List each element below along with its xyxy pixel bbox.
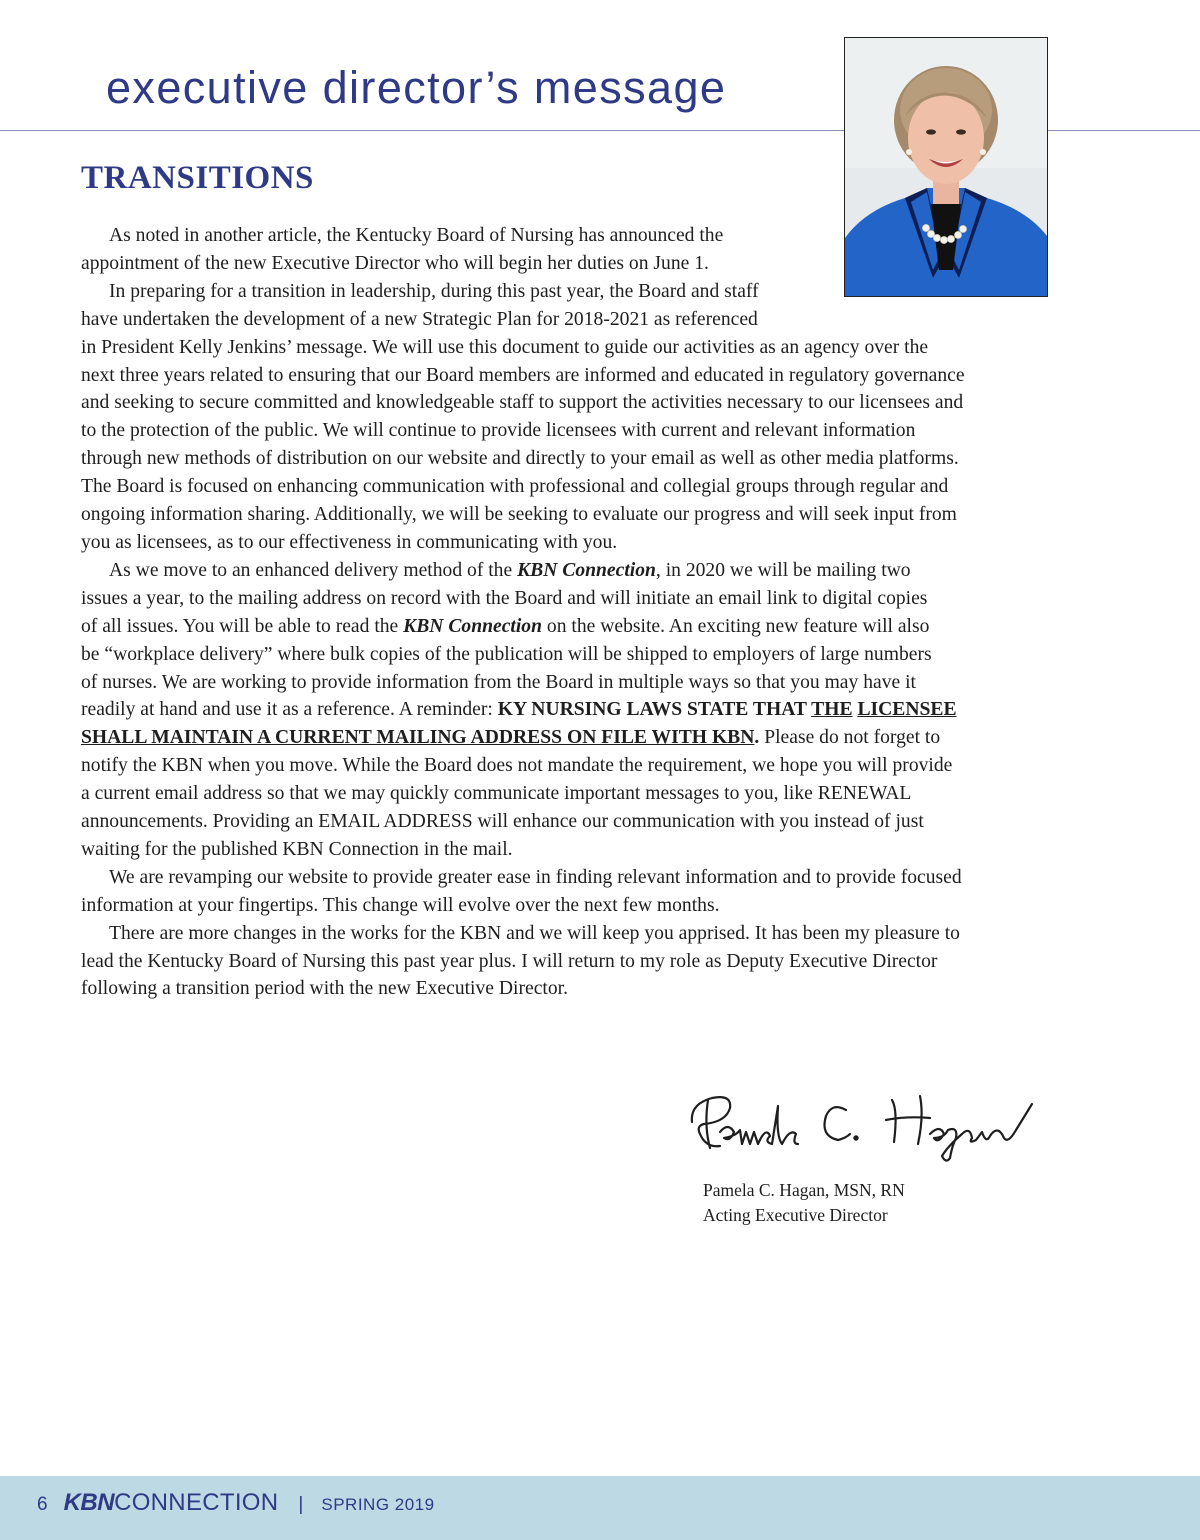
body-line: As noted in another article, the Kentucky Board of Nursing has announced the xyxy=(109,225,724,246)
page-number: 6 xyxy=(37,1494,48,1515)
text-run: As we move to an enhanced delivery method of the xyxy=(109,559,518,581)
body-line: and seeking to secure committed and knowledgeable staff to support the activities necessary to our licensees and xyxy=(81,392,964,414)
issue-label: SPRING 2019 xyxy=(321,1495,435,1514)
body-line xyxy=(81,613,1056,641)
page-footer xyxy=(0,1476,1200,1540)
body-line: announcements. Providing an EMAIL ADDRESS will enhance our communication with you instead of just xyxy=(81,811,924,833)
text-run: of all issues. You will be able to read the xyxy=(81,615,404,637)
reminder-text-underlined: LICENSEE xyxy=(857,699,957,721)
section-title: executive director’s message xyxy=(106,62,727,113)
body-line: appointment of the new Executive Director who will begin her duties on June 1. xyxy=(81,252,709,274)
body-line: of nurses. We are working to provide information from the Board in multiple ways so that you may have it xyxy=(81,671,916,693)
body-line: to the protection of the public. We will continue to provide licensees with current and relevant information xyxy=(81,420,916,442)
body-line: lead the Kentucky Board of Nursing this past year plus. I will return to my role as Deputy Executive Director xyxy=(81,950,938,972)
signer-title: Acting Executive Director xyxy=(703,1205,888,1225)
body-line: ongoing information sharing. Additionally, we will be seeking to evaluate our progress and will seek input from xyxy=(81,504,957,526)
article-heading: TRANSITIONS xyxy=(81,160,314,196)
publication-name: KBN Connection xyxy=(403,615,542,637)
reminder-text: KY NURSING LAWS STATE THAT xyxy=(497,699,812,721)
reminder-text: . xyxy=(754,727,760,749)
body-line: following a transition period with the new Executive Director. xyxy=(81,978,568,1000)
handwritten-signature xyxy=(686,1086,1036,1166)
footer-separator: | xyxy=(298,1494,304,1515)
body-line: have undertaken the development of a new Strategic Plan for 2018-2021 as referenced xyxy=(81,308,758,330)
body-line: issues a year, to the mailing address on record with the Board and will initiate an email link to digital copies xyxy=(81,587,928,609)
body-line: be “workplace delivery” where bulk copies of the publication will be shipped to employers of large numbers xyxy=(81,643,932,665)
body-line: notify the KBN when you move. While the Board does not mandate the requirement, we hope you will provide xyxy=(81,755,953,777)
footer-content xyxy=(37,1489,435,1517)
body-line: In preparing for a transition in leadership, during this past year, the Board and staff xyxy=(109,280,759,302)
publication-logo: KBN xyxy=(63,1489,115,1516)
body-line: The Board is focused on enhancing communication with professional and collegial groups through regular and xyxy=(81,476,949,498)
article-body xyxy=(81,222,1056,1003)
text-run: on the website. An exciting new feature will also xyxy=(542,615,930,637)
text-run: , in 2020 we will be mailing two xyxy=(655,559,911,581)
reminder-text-underlined: SHALL MAINTAIN A CURRENT MAILING ADDRESS ON FILE WITH KBN xyxy=(81,727,755,749)
body-line: through new methods of distribution on our website and directly to your email as well as other media platforms. xyxy=(81,448,959,470)
signer-name: Pamela C. Hagan, MSN, RN xyxy=(703,1180,905,1200)
reminder-text-underlined: THE xyxy=(811,699,853,721)
body-line xyxy=(81,696,1056,724)
body-line: We are revamping our website to provide greater ease in finding relevant information and to provide focused xyxy=(109,866,962,888)
body-line: in President Kelly Jenkins’ message. We will use this document to guide our activities as an agency over the xyxy=(81,336,929,358)
body-line: next three years related to ensuring that our Board members are informed and educated in regulatory governance xyxy=(81,364,965,386)
text-run: Please do not forget to xyxy=(759,727,941,749)
publication-name: KBN Connection xyxy=(517,559,656,581)
body-line xyxy=(81,724,1056,752)
body-line: There are more changes in the works for the KBN and we will keep you apprised. It has been my pleasure to xyxy=(109,922,960,944)
publication-logo-suffix: CONNECTION xyxy=(114,1489,279,1516)
body-line: a current email address so that we may quickly communicate important messages to you, like RENEWAL xyxy=(81,783,912,805)
body-line xyxy=(81,557,1056,585)
text-run: readily at hand and use it as a reference. A reminder: xyxy=(81,699,498,721)
body-line: waiting for the published KBN Connection in the mail. xyxy=(81,838,513,860)
signature-block xyxy=(703,1178,905,1228)
body-line: information at your fingertips. This change will evolve over the next few months. xyxy=(81,894,720,916)
body-line: you as licensees, as to our effectiveness in communicating with you. xyxy=(81,531,618,553)
